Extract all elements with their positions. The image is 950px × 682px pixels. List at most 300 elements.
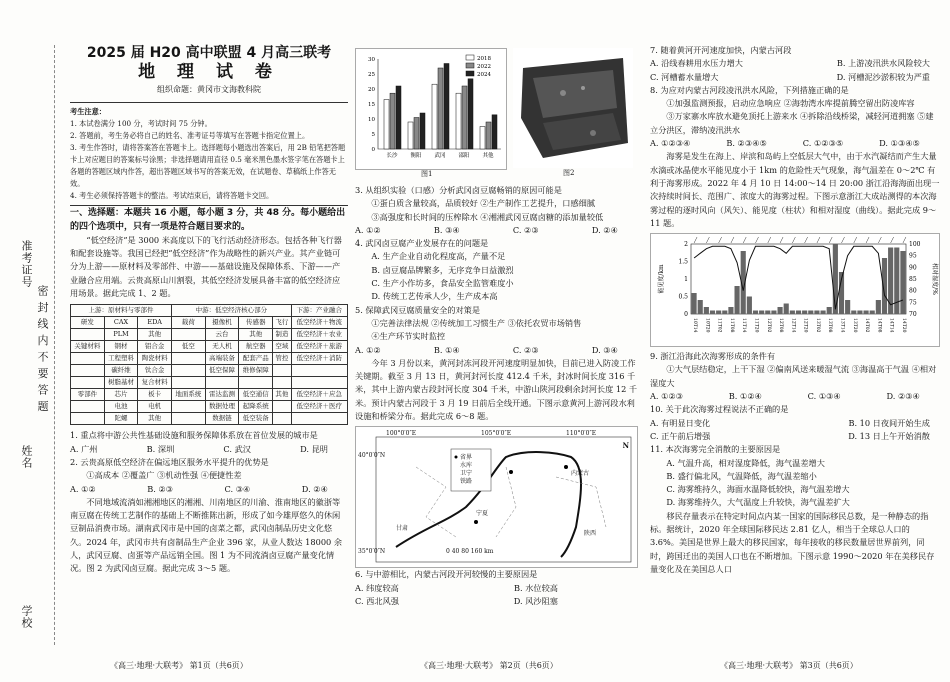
- visibility-bar: [692, 293, 697, 314]
- q3-options: [355, 224, 638, 237]
- wind-barb: [878, 237, 881, 243]
- table-cell: [71, 401, 105, 413]
- q1-stem: 1. 重点将中游公共性基础设施和服务保障体系放在首位发展的城市是: [70, 430, 318, 441]
- x-tick-label: 10T20: [704, 318, 710, 333]
- table-cell: [291, 413, 347, 425]
- table-cell: [172, 365, 206, 377]
- option: A. ①②③④: [650, 138, 691, 149]
- table-cell: [291, 365, 347, 377]
- option: C. ②③: [512, 344, 539, 355]
- option: D. ①③④⑤: [879, 138, 920, 149]
- industry-chain-table: [70, 304, 348, 425]
- visibility-bar: [710, 311, 715, 315]
- q6-options-2: [355, 595, 638, 608]
- table-cell: 低空: [172, 341, 206, 353]
- y-tick-label: 1: [684, 276, 688, 284]
- table-cell: 管控: [273, 353, 292, 365]
- option: B. 10 日夜间开始生成: [848, 417, 930, 428]
- bar: [456, 93, 461, 149]
- x-tick-label: 邵阳: [458, 153, 470, 159]
- table-cell: 钛合金: [138, 365, 172, 377]
- table-cell: [205, 377, 239, 389]
- option: B. 盛行偏北风，气温降低，海气温差缩小: [666, 470, 817, 481]
- table-cell: 陶瓷材料: [138, 353, 172, 365]
- figure-2-caption: 图2: [563, 168, 575, 177]
- tofu-photo: [513, 48, 633, 168]
- table-cell: 雷达监测: [205, 389, 239, 401]
- option: B. 深圳: [146, 443, 175, 454]
- q9-options: [650, 390, 940, 403]
- subject-title: 地 理 试 卷: [138, 62, 280, 83]
- visibility-bar: [814, 311, 819, 315]
- x-tick-label: 10T14: [692, 318, 698, 333]
- q10-options-2: [650, 430, 940, 443]
- legend-swatch: [466, 63, 474, 68]
- school-label: 学校: [20, 605, 33, 629]
- lat-label: 35°0′0″N: [358, 548, 386, 556]
- figure-1-svg: [356, 49, 506, 169]
- legend-item: 卫宁: [460, 470, 473, 478]
- option: B. ②③: [147, 483, 174, 494]
- visibility-bar: [851, 311, 856, 315]
- q3-line2: ③高强度和长时间的压榨除水 ④湘湘武冈豆腐卤糖的添加量较低: [371, 211, 604, 222]
- table-cell: [71, 353, 105, 365]
- wind-barb: [780, 237, 783, 243]
- bar: [414, 118, 419, 150]
- visibility-bar: [827, 307, 832, 314]
- y-tick-label: 0: [684, 311, 688, 319]
- table-cell: 配套产品: [239, 353, 273, 365]
- fog-chart-svg: [651, 234, 939, 346]
- table-cell: [273, 377, 292, 389]
- table-row: [71, 353, 348, 365]
- option: C. 正午前后增强: [650, 430, 711, 441]
- option: B. 上游凌汛洪水风险较大: [836, 58, 930, 69]
- wind-barb: [891, 237, 894, 243]
- option: D. ②④: [301, 483, 328, 494]
- passage-3: 今年 3 月份以来，黄河封冻河段开河速度明显加快，目前已进入防凌工作关键期。截至 3 月 13 日，黄河封河长度 412.4 千米，封冰时间长度 316 千米，其中上游内蒙古段封河长度 304 千米，中游山陕河段剩余封河长度 12 千米。预计内蒙古河段于 3 月 19 日前后全线开通。下图示意黄河上游河段水利设施和桥梁分布。据此完成 6～8 题。: [355, 357, 638, 422]
- table-cell: [71, 329, 105, 341]
- table-cell: 板卡: [138, 389, 172, 401]
- visibility-bar: [833, 244, 838, 314]
- q5-stem: 5. 保障武冈豆腐质量安全的对策是: [355, 304, 481, 315]
- visibility-bar: [765, 311, 770, 315]
- y-tick-label: 20: [368, 87, 375, 93]
- table-cell: 低空经济＋医疗: [291, 401, 347, 413]
- table-cell: 电池: [104, 401, 138, 413]
- option: C. ②③: [512, 224, 539, 235]
- q10-stem: 10. 关于此次海雾过程说法不正确的是: [650, 404, 789, 415]
- q7-stem: 7. 随着黄河开河速度加快，内蒙古河段: [650, 45, 792, 55]
- q5-options: [355, 344, 638, 357]
- table-cell: [239, 377, 273, 389]
- table-cell: [273, 401, 292, 413]
- footer-page-1: 《高三·地理·大联考》 第1页（共6页）: [110, 661, 248, 670]
- table-cell: 低空经济＋旅游: [291, 341, 347, 353]
- bar: [438, 68, 443, 149]
- y2-tick-label: 90: [909, 264, 917, 272]
- y2-tick-label: 75: [909, 299, 917, 307]
- visibility-bar: [808, 311, 813, 315]
- table-cell: [71, 413, 105, 425]
- q5-line1: ①完善法律法规 ②传统加工习惯生产 ③依托农贸市场销售: [371, 317, 582, 328]
- table-cell: 其他: [239, 329, 273, 341]
- organizer: 组织命题：黄冈市文海教科院: [157, 84, 261, 94]
- bar: [408, 122, 413, 149]
- table-row: [71, 377, 348, 389]
- visibility-bar: [735, 286, 740, 314]
- wind-barb: [817, 237, 820, 243]
- q8-stem: 8. 为应对内蒙古河段凌汛洪水风险，下列措施正确的是: [650, 84, 849, 95]
- table-cell: EDA: [138, 317, 172, 329]
- y-tick-label: 2: [684, 241, 688, 249]
- table-cell: 关键材料: [71, 341, 105, 353]
- q2-choices: ①高成本 ②覆盖广 ③机动性强 ④便捷性差: [86, 470, 242, 481]
- x-tick-label: 12T02: [765, 318, 771, 333]
- visibility-bar: [747, 297, 752, 315]
- table-cell: 数据链: [205, 413, 239, 425]
- table-cell: 其他: [273, 389, 292, 401]
- y-tick-label: 30: [368, 57, 375, 63]
- north-arrow-icon: N: [622, 441, 629, 451]
- option: A. 沿线春耕用水压力增大: [650, 58, 743, 69]
- exam-no-label: 准考证号: [20, 240, 33, 288]
- option: B. 卤豆腐品牌繁多，无序竞争日益激烈: [371, 264, 514, 275]
- lon-label: 100°0′0″E: [386, 430, 417, 438]
- bar: [396, 86, 401, 149]
- visibility-bar: [894, 248, 899, 315]
- y2-tick-label: 70: [909, 311, 917, 319]
- q10-options: [650, 417, 940, 430]
- legend-label: 2018: [477, 56, 491, 62]
- column-1: [70, 0, 348, 576]
- y-tick-label: 5: [371, 132, 375, 138]
- visibility-bar: [790, 311, 795, 315]
- y-axis-label: 能见度/km: [658, 264, 665, 294]
- q6-stem: 6. 与中游相比，内蒙古河段开河较慢的主要原因是: [355, 569, 538, 580]
- notes-heading: 考生注意：: [70, 106, 106, 116]
- table-cell: [172, 413, 206, 425]
- visibility-bar: [722, 311, 727, 315]
- option: A. 纬度较高: [355, 582, 399, 593]
- bar: [468, 79, 473, 149]
- section-1-heading: 一、选择题：本题共 16 小题，每小题 3 分，共 48 分。每小题给出的四个选项中，只有一项是符合题目要求的。: [70, 207, 346, 232]
- wind-barb: [756, 237, 759, 243]
- region-label: 甘肃: [396, 525, 409, 533]
- option: B. ③④: [433, 224, 460, 235]
- option: A. 生产企业自动化程度高，产量不足: [371, 251, 506, 262]
- table-cell: 工程塑料: [104, 353, 138, 365]
- binding-strip: [10, 45, 55, 645]
- passage-1: “低空经济”是 3000 米高度以下的飞行活动经济形态。包括各种飞行器和配套设施等。我国已经把“低空经济”作为战略性的新兴产业。其产业链可分为上游——原材料及零部件、中游——基础设施及保障体系、下游——产业融合应用端。云贵高原山川割裂，其低空经济发展具备丰富的低空经济应用场景。据此完成 1、2 题。: [70, 234, 342, 299]
- table-cell: 陀螺: [104, 413, 138, 425]
- y-tick-label: 1.5: [678, 258, 688, 266]
- option: C. ①②③⑤: [802, 138, 844, 149]
- x-tick-label: 11T14: [741, 318, 747, 333]
- column-2: [355, 0, 638, 608]
- y2-tick-label: 80: [909, 287, 917, 295]
- name-label: 姓名: [20, 445, 33, 469]
- table-cell: 低空保障: [205, 365, 239, 377]
- x-tick-label: 13T02: [814, 318, 820, 333]
- visibility-bar: [845, 300, 850, 314]
- table-cell: 低空经济＋物流: [291, 317, 347, 329]
- table-cell: 低空经济＋消防: [291, 353, 347, 365]
- option: D. ③④: [591, 344, 618, 355]
- wind-barb: [829, 237, 832, 243]
- table-cell: [71, 377, 105, 389]
- x-tick-label: 11T20: [753, 318, 759, 333]
- q7-options: [650, 57, 940, 70]
- table-row: [71, 329, 348, 341]
- option: B. ②③④⑤: [726, 138, 767, 149]
- table-header: 中游：低空经济核心部分: [172, 305, 292, 317]
- q11-stem: 11. 本次海雾完全消散的主要原因是: [650, 444, 781, 455]
- q8-options: [650, 137, 940, 150]
- table-cell: 飞行: [273, 317, 292, 329]
- figure-1-caption: 图1: [421, 169, 433, 178]
- option: A. 气温升高，相对湿度降低，海气温差增大: [666, 457, 825, 468]
- figures-row: [355, 48, 638, 178]
- bar: [420, 113, 425, 149]
- note-item: 4. 考生必须保持答题卡的整洁。考试结束后，请将答题卡交回。: [70, 190, 274, 200]
- column-3: [650, 0, 940, 576]
- option: D. 风沙阻塞: [513, 595, 558, 606]
- wind-barb: [854, 237, 857, 243]
- table-row: [71, 389, 348, 401]
- table-cell: 载荷: [172, 317, 206, 329]
- table-cell: 航空器: [239, 341, 273, 353]
- table-row: [71, 341, 348, 353]
- bar: [492, 115, 497, 149]
- bar: [390, 93, 395, 149]
- wind-barb: [842, 237, 845, 243]
- visibility-bar: [704, 307, 709, 314]
- x-tick-label: 其他: [482, 153, 494, 159]
- wind-barb: [719, 237, 722, 243]
- bar: [432, 84, 437, 149]
- table-cell: 低空经济＋应急: [291, 389, 347, 401]
- passage-5: 移民存量表示在特定时间点内某一国家的国际移民总数，是一种静态的指标。据统计，2020 年全球国际移民达 2.81 亿人，相当于全球总人口的 3.6%。美国是世界上最大的移民国家，每年接收的移民数量居世界前列，同时，跨国迁出的美国人口也在不断增加。下图示意 1990～2020 年在美移民存量变化及在美国总人口: [650, 510, 935, 574]
- legend-swatch: [466, 71, 474, 76]
- y2-tick-label: 95: [909, 252, 917, 260]
- q8-line1: ①加强监测预报，启动应急响应 ②海勃湾水库提前腾空留出防凌库容: [666, 98, 915, 109]
- x-tick-label: 12T08: [778, 318, 784, 333]
- option: C. ③④: [224, 483, 251, 494]
- table-cell: 无人机: [205, 341, 239, 353]
- table-cell: [172, 329, 206, 341]
- legend-label: 2024: [477, 72, 491, 78]
- x-tick-label: 长沙: [386, 153, 398, 159]
- y-tick-label: 0: [371, 147, 375, 153]
- table-cell: 传感器: [239, 317, 273, 329]
- x-tick-label: 武冈: [434, 153, 446, 159]
- option: C. ①③④: [807, 391, 841, 402]
- visibility-bar: [864, 311, 869, 315]
- note-item: 2. 答题前，考生务必将自己的姓名、准考证号等填写在答题卡指定位置上。: [70, 130, 310, 140]
- x-tick-label: 衡阳: [410, 153, 422, 159]
- option: A. 广州: [70, 443, 98, 454]
- visibility-bar: [778, 307, 783, 314]
- option: B. 水位较高: [514, 582, 558, 593]
- q3-line1: ①蛋白质含量较高，品质较好 ②生产制作工艺提升，口感细腻: [371, 198, 596, 209]
- passage-4: 海雾是发生在海上、岸滨和岛屿上空低层大气中，由于水汽凝结而产生大量水滴或冰晶使水平能见度小于 1km 的危险性天气现象，海气温差在 0～2℃ 有利于海雾形成。2022 年 4 月 10 日 14:00～14 日 20:00 浙江沿海海面出现一次持续时间长、范围广、浓度大的海雾过程。下图示意浙江大成站测得的本次海雾过程的逐时风向（风矢）、能见度（柱状）和相对湿度（曲线）。据此完成 9～11 题。: [650, 151, 940, 228]
- table-row: [71, 365, 348, 377]
- plot-frame: [691, 244, 906, 314]
- option: C. 武汉: [223, 443, 251, 454]
- option: A. ①②: [355, 344, 381, 355]
- table-cell: 其他: [138, 413, 172, 425]
- visibility-bar: [857, 311, 862, 315]
- option: D. 昆明: [300, 443, 328, 454]
- sea-fog-chart: [650, 233, 940, 347]
- table-cell: 芯片: [104, 389, 138, 401]
- option: C. 河槽蓄水量增大: [650, 71, 719, 82]
- region-label: 陕西: [584, 530, 597, 538]
- table-cell: PLM: [104, 329, 138, 341]
- q9-line1: ①大气层结稳定，上干下湿 ②偏南风送来暖湿气流 ③海温高于气温 ④相对湿度大: [650, 364, 937, 388]
- table-cell: [273, 413, 292, 425]
- footer-page-3: 《高三·地理·大联考》 第3页（共6页）: [720, 661, 858, 670]
- table-cell: 高端装备: [205, 353, 239, 365]
- passage-2: 不同地域流淌如湘湘地区的湘湘、川南地区的川渝、淮南地区的徽浙等南豆腐在传统工艺制作的基础上不断推陈出新，形成了如今雄厚悠久的休闲豆制品消费市场。湖南武冈市是中国的卤菜之都，武冈卤制品历史文化悠久。2024 年，武冈市共有卤制品生产企业 396 家，从业人数达 18000 余人，武冈豆腐、卤蛋等产品远销全国。图 1 为不同流淌卤豆腐产量变化情况。图 2 为武冈卤豆腐。据此完成 3～5 题。: [70, 496, 343, 574]
- q4-stem: 4. 武冈卤豆腐产业发展存在的问题是: [355, 238, 489, 249]
- table-cell: 低空通信: [239, 389, 273, 401]
- y2-tick-label: 100: [909, 241, 921, 249]
- legend-item: 省界: [460, 454, 473, 462]
- wind-barb: [768, 237, 771, 243]
- option: D. 海雾维持久，大气温度上升较快，海气温差扩大: [666, 497, 850, 508]
- x-tick-label: 14T08: [876, 318, 882, 333]
- visibility-bar: [796, 311, 801, 315]
- table-cell: 电机: [138, 401, 172, 413]
- note-item: 3. 考生作答时，请将答案答在答题卡上。选择题每小题选出答案后，用 2B 铅笔把答题卡上对应题目的答案标号涂黑；非选择题请用直径 0.5 毫米黑色墨水签字笔在答题卡上各题的答题区域内作答，超出答题区域书写的答案无效，在试题卷、草稿纸上作答无效。: [70, 142, 346, 188]
- table-header: 下游：产业融合: [291, 305, 347, 317]
- wind-barb: [805, 237, 808, 243]
- table-cell: 制造: [273, 329, 292, 341]
- option: A. ①②: [70, 483, 96, 494]
- option: B. ①②④: [728, 391, 763, 402]
- table-header: 上游：原材料与零部件: [71, 305, 172, 317]
- wind-barb: [706, 237, 709, 243]
- table-cell: 碳纤维: [104, 365, 138, 377]
- option: D. 传统工艺传承人少，生产成本高: [371, 291, 498, 302]
- table-cell: [273, 365, 292, 377]
- x-tick-label: 11T08: [728, 318, 734, 333]
- x-tick-label: 13T08: [827, 318, 833, 333]
- table-cell: 地面系统: [172, 389, 206, 401]
- lon-label: 105°0′0″E: [481, 430, 512, 438]
- y2-tick-label: 85: [909, 276, 917, 284]
- table-row: [71, 401, 348, 413]
- visibility-bar: [716, 311, 721, 315]
- table-cell: [172, 401, 206, 413]
- no-answer-warning: 密 封 线 内 不 要 答 题: [36, 285, 49, 413]
- table-cell: 研发: [71, 317, 105, 329]
- visibility-bar: [870, 311, 875, 315]
- figure-1-chart: [355, 48, 507, 178]
- wind-barb: [694, 237, 697, 243]
- option: D. 河槽泥沙淤积较为严重: [836, 71, 930, 82]
- table-cell: CAX: [104, 317, 138, 329]
- table-cell: 铝合金: [138, 341, 172, 353]
- visibility-bar: [876, 300, 881, 314]
- bar: [384, 100, 389, 150]
- table-cell: 零部件: [71, 389, 105, 401]
- legend-item: 水库: [460, 462, 473, 470]
- visibility-bar: [821, 311, 826, 315]
- option: A. ①②: [355, 224, 381, 235]
- note-item: 1. 本试卷满分 100 分，考试时间 75 分钟。: [70, 118, 212, 128]
- table-cell: 树脂基材: [104, 377, 138, 389]
- legend-item: 铁路: [460, 478, 473, 486]
- lat-label: 40°0′0″N: [358, 452, 386, 460]
- option: C. 生产小作坊多，食品安全监管难度小: [371, 278, 514, 289]
- table-row: [71, 317, 348, 329]
- table-cell: [172, 377, 206, 389]
- footer-page-2: 《高三·地理·大联考》 第2页（共6页）: [420, 661, 558, 670]
- table-cell: 低空经济＋农业: [291, 329, 347, 341]
- table-cell: 数据处理: [205, 401, 239, 413]
- table-cell: 其他: [138, 329, 172, 341]
- map-svg: [356, 427, 637, 567]
- y2-axis-label: 相对湿度/%: [931, 263, 938, 296]
- table-cell: 摄像机: [205, 317, 239, 329]
- table-cell: [291, 377, 347, 389]
- visibility-bar: [753, 311, 758, 315]
- q6-options: [355, 582, 638, 595]
- visibility-bar: [784, 304, 789, 315]
- yellow-river-map: [355, 426, 638, 568]
- table-cell: 维修保障: [239, 365, 273, 377]
- y-tick-label: 15: [368, 102, 375, 108]
- table-cell: 空域: [273, 341, 292, 353]
- y-tick-label: 0.5: [678, 293, 688, 301]
- visibility-bar: [771, 311, 776, 315]
- visibility-bar: [698, 300, 703, 314]
- bar: [462, 86, 467, 149]
- wind-barb: [866, 237, 869, 243]
- bar: [480, 127, 485, 150]
- q2-options: [70, 483, 348, 496]
- wind-barb: [743, 237, 746, 243]
- table-cell: [172, 353, 206, 365]
- table-cell: 云台: [205, 329, 239, 341]
- table-cell: [71, 365, 105, 377]
- option: D. 13 日上午开始消散: [848, 430, 930, 441]
- wind-barb: [731, 237, 734, 243]
- option: A. 有明显日变化: [650, 417, 711, 428]
- q3-stem: 3. 从组织实验（口感）分析武冈卤豆腐畅销的原因可能是: [355, 185, 562, 195]
- table-cell: 钢材: [104, 341, 138, 353]
- wind-barb: [792, 237, 795, 243]
- table-cell: 起降系统: [239, 401, 273, 413]
- y-tick-label: 10: [368, 117, 375, 123]
- option: D. ②④: [591, 224, 618, 235]
- q5-line2: ④生产环节实时监控: [371, 331, 446, 342]
- option: C. 西北风强: [355, 595, 399, 606]
- map-scale: 0 40 80 160 km: [446, 548, 494, 556]
- table-cell: 复合材料: [138, 377, 172, 389]
- wind-barb: [903, 237, 906, 243]
- region-label: 宁夏: [476, 510, 489, 518]
- x-tick-label: 11T02: [716, 318, 722, 333]
- q7-options-2: [650, 71, 940, 84]
- option: C. 海雾维持久，海面水温降低较快，海气温差增大: [666, 484, 850, 495]
- q8-line2: ③万家寨水库放水避免顶托上游来水 ④拆除沿线桥梁，减轻河道拥塞 ⑤建立分洪区，滞纳凌汛洪水: [650, 111, 934, 135]
- x-tick-label: 12T20: [802, 318, 808, 333]
- visibility-bar: [900, 251, 905, 314]
